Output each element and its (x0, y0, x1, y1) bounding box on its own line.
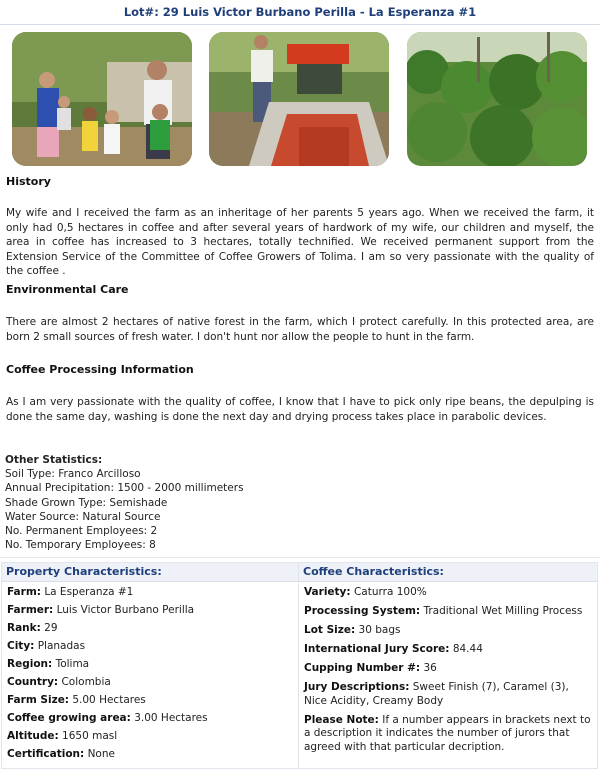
row-value: 1650 masl (62, 730, 118, 742)
coffee-plants-photo-icon (407, 32, 587, 166)
stat-permanent-employees: No. Permanent Employees: 2 (5, 525, 158, 538)
stats-heading: Other Statistics: (5, 454, 103, 466)
property-row (7, 748, 293, 762)
coffee-plants-photo (407, 32, 587, 166)
stat-water-source: Water Source: Natural Source (5, 510, 161, 523)
coffee-characteristics (298, 562, 598, 769)
row-label: Coffee growing area: (7, 712, 131, 724)
row-label: Rank: (7, 622, 41, 634)
row-value: Tolima (55, 658, 90, 670)
history-text: My wife and I received the farm as an inheritage of her parents 5 years ago. When we received the farm, it only had 0,5 hectares in coffee and after several years of hardwork of my wife, our children and myself, the area in coffee has increased to 3 hectares, totally technified. We received permanent support from the Extension Service of the Committee of Coffee Growers of Tolima. I am so very passionate with the quality of the coffee . (6, 207, 594, 278)
property-row (7, 586, 293, 600)
environmental-heading: Environmental Care (6, 283, 129, 296)
processing-text: As I am very passionate with the quality of coffee, I know that I have to pick only ripe beans, the depulping is done the same day, washing is done the next day and drying process takes place in parabolic devices. (6, 396, 594, 423)
row-label: Altitude: (7, 730, 59, 742)
row-value: La Esperanza #1 (44, 586, 134, 598)
row-value: Colombia (61, 676, 111, 688)
row-label: Variety: (304, 586, 351, 598)
history-heading: History (6, 175, 51, 188)
property-row (7, 622, 293, 636)
row-label: Farm: (7, 586, 41, 598)
processing-heading: Coffee Processing Information (6, 363, 194, 376)
row-value: 30 bags (358, 624, 401, 636)
property-heading: Property Characteristics: (2, 563, 298, 582)
property-characteristics (1, 562, 299, 769)
row-label: Please Note: (304, 713, 379, 726)
coffee-heading: Coffee Characteristics: (299, 563, 597, 582)
family-photo (12, 32, 192, 166)
property-row (7, 658, 293, 672)
row-value: 84.44 (452, 643, 483, 655)
row-label: Farm Size: (7, 694, 70, 706)
other-statistics (5, 453, 244, 552)
row-label: Farmer: (7, 604, 54, 616)
property-row (7, 712, 293, 726)
row-label: International Jury Score: (304, 643, 450, 655)
row-label: Cupping Number #: (304, 662, 421, 674)
row-label: Certification: (7, 748, 85, 760)
stat-shade: Shade Grown Type: Semishade (5, 496, 168, 509)
processing-equipment-photo (209, 32, 389, 166)
row-value: 3.00 Hectares (134, 712, 208, 724)
property-row (7, 694, 293, 708)
coffee-row (304, 605, 592, 619)
coffee-row (304, 681, 592, 708)
stat-temporary-employees: No. Temporary Employees: 8 (5, 539, 156, 552)
row-value: 36 (423, 662, 437, 674)
row-label: Region: (7, 658, 53, 670)
environmental-text: There are almost 2 hectares of native forest in the farm, which I protect carefully. In this protected area, are born 2 small sources of fresh water. I don't hunt nor allow the people to hunt in the farm. (6, 316, 594, 343)
property-row (7, 604, 293, 618)
coffee-row (304, 643, 592, 657)
row-value: Sweet Finish (7), Caramel (3), Nice Acidity, Creamy Body (304, 681, 569, 707)
coffee-row (304, 714, 592, 755)
row-label: Processing System: (304, 605, 421, 617)
processing-equipment-photo-icon (209, 32, 389, 166)
family-photo-icon (12, 32, 192, 166)
row-label: City: (7, 640, 35, 652)
property-row (7, 640, 293, 654)
row-value: Planadas (37, 640, 86, 652)
coffee-row (304, 662, 592, 676)
row-label: Jury Descriptions: (304, 681, 410, 693)
stat-precipitation: Annual Precipitation: 1500 - 2000 millimeters (5, 482, 244, 495)
lot-title: Lot#: 29 Luis Victor Burbano Perilla - La Esperanza #1 (0, 0, 600, 25)
row-label: Lot Size: (304, 624, 356, 636)
stat-soil-type: Soil Type: Franco Arcilloso (5, 468, 141, 481)
photo-strip (12, 32, 588, 166)
row-value: Caturra 100% (353, 586, 427, 598)
row-label: Country: (7, 676, 59, 688)
property-row (7, 676, 293, 690)
coffee-row (304, 586, 592, 600)
characteristics-tables (0, 557, 600, 768)
coffee-row (304, 624, 592, 638)
property-row (7, 730, 293, 744)
row-value: 5.00 Hectares (72, 694, 146, 706)
row-value: Traditional Wet Milling Process (423, 605, 583, 617)
row-value: None (87, 748, 115, 760)
row-value: Luis Victor Burbano Perilla (56, 604, 195, 616)
row-value: 29 (44, 622, 58, 634)
row-value: If a number appears in brackets next to a description it indicates the number of jurors that agreed with that particular decription. (304, 713, 591, 754)
